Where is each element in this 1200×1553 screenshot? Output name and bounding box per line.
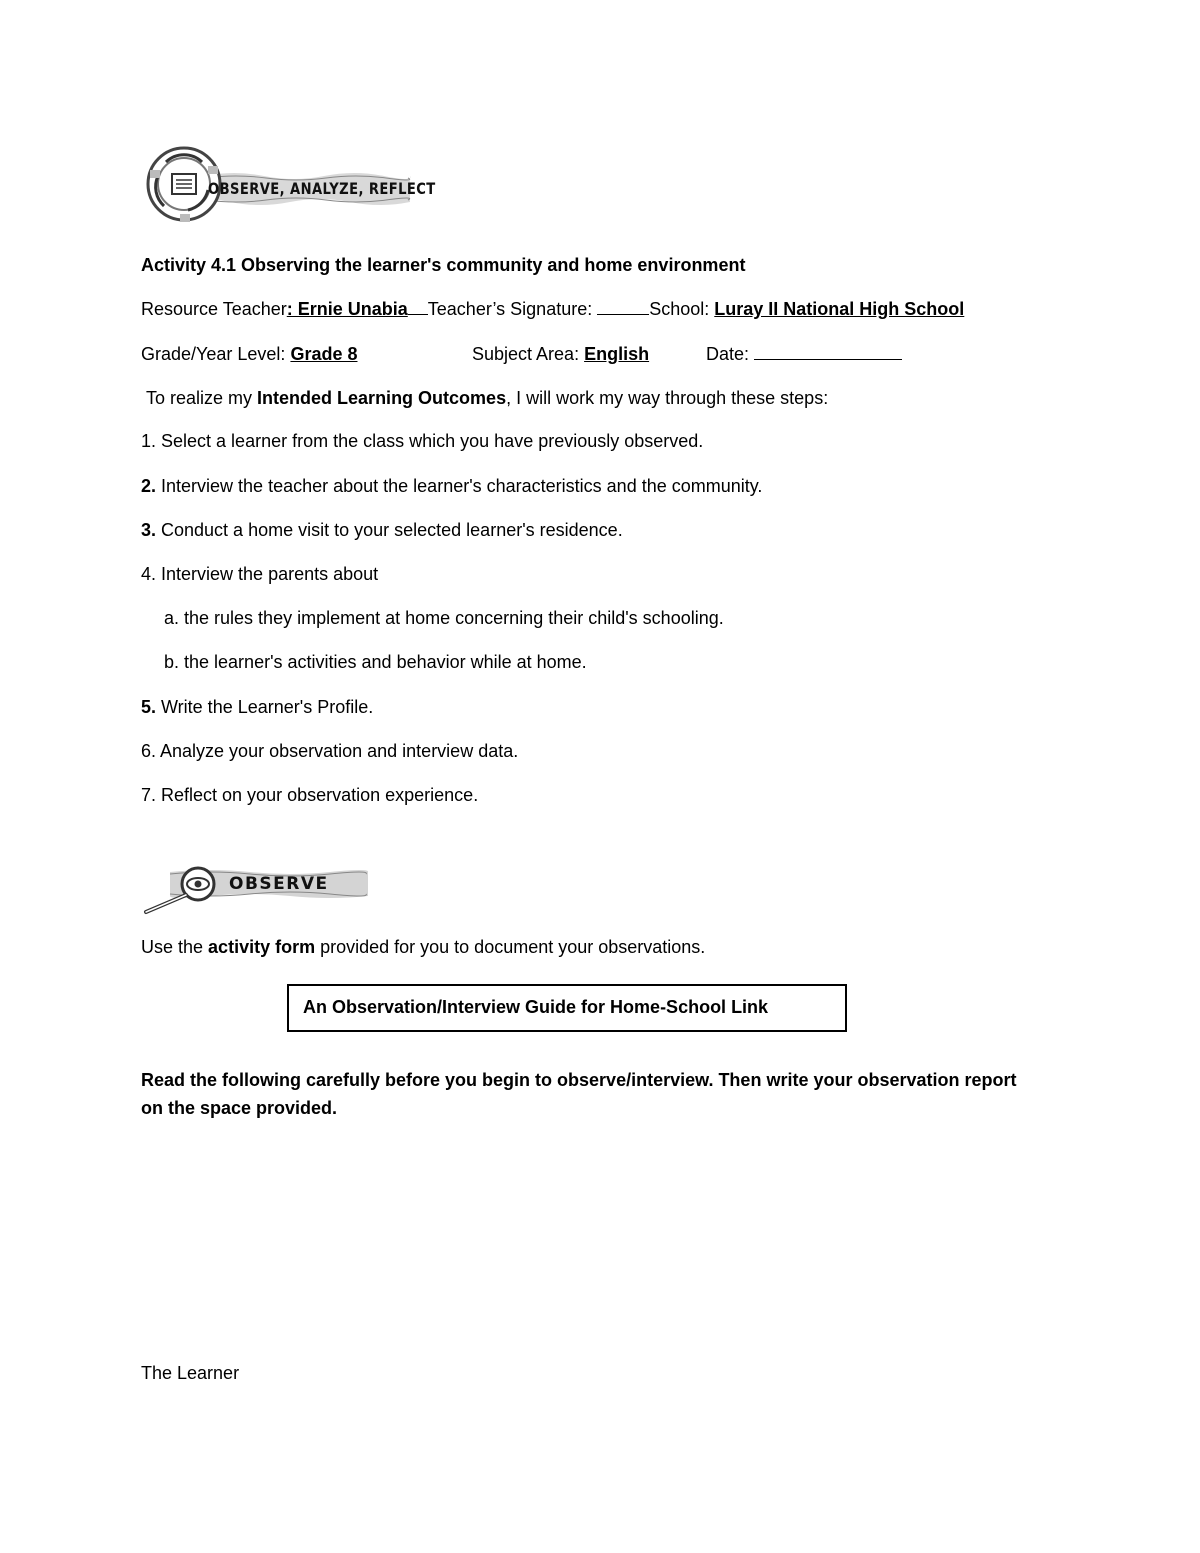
- read-instruction: Read the following carefully before you begin to observe/interview. Then write your observation report on the space provided.: [141, 1070, 1017, 1118]
- observe-banner-title: OBSERVE: [229, 874, 329, 894]
- list-item: [141, 740, 518, 762]
- step-text: Analyze your observation and interview data.: [156, 741, 519, 761]
- use-form-sentence: [141, 936, 705, 958]
- use-form-bold: activity form: [208, 937, 316, 957]
- info-row-grade-subject-date: [141, 343, 357, 365]
- use-form-prefix: Use the: [141, 937, 209, 957]
- step-number: a.: [164, 608, 180, 628]
- subject-value: English: [584, 344, 650, 364]
- step-text: Conduct a home visit to your selected learner's residence.: [156, 520, 623, 540]
- list-item: [141, 784, 478, 806]
- step-text: Reflect on your observation experience.: [156, 785, 479, 805]
- step-number: 1.: [141, 431, 157, 451]
- signature-blank[interactable]: [597, 299, 649, 315]
- intro-prefix: To realize my: [146, 388, 258, 408]
- learner-heading: The Learner: [141, 1363, 240, 1383]
- step-number: 5.: [141, 697, 157, 717]
- list-item: [164, 651, 587, 673]
- banner-title: OBSERVE, ANALYZE, REFLECT: [208, 179, 436, 198]
- list-item: [164, 607, 724, 629]
- subject-label: Subject Area:: [472, 344, 585, 364]
- intro-sentence: [146, 387, 828, 409]
- grade-value: Grade 8: [290, 344, 358, 364]
- intro-suffix: , I will work my way through these steps:: [506, 388, 829, 408]
- school-value: Luray II National High School: [714, 299, 965, 319]
- list-item: [141, 696, 373, 718]
- step-number: 4.: [141, 564, 157, 584]
- step-text: Write the Learner's Profile.: [156, 697, 374, 717]
- date-blank[interactable]: [754, 344, 902, 360]
- step-text: the rules they implement at home concerning their child's schooling.: [179, 608, 724, 628]
- grade-label: Grade/Year Level:: [141, 344, 291, 364]
- list-item: [141, 475, 762, 497]
- step-number: 3.: [141, 520, 157, 540]
- observe-analyze-reflect-banner: [144, 140, 436, 232]
- intro-bold: Intended Learning Outcomes: [257, 388, 507, 408]
- info-row-teacher-school: [141, 298, 964, 320]
- step-text: Interview the parents about: [156, 564, 379, 584]
- step-text: the learner's activities and behavior while at home.: [179, 652, 587, 672]
- guide-title: An Observation/Interview Guide for Home-School Link: [303, 997, 769, 1017]
- date-field: [706, 343, 902, 365]
- list-item: [141, 563, 378, 585]
- subject-area-field: [472, 343, 649, 365]
- resource-teacher-underline: [408, 299, 428, 315]
- school-label: School:: [649, 299, 715, 319]
- list-item: [141, 430, 703, 452]
- step-number: 6.: [141, 741, 157, 761]
- resource-teacher-label: Resource Teacher: [141, 299, 287, 319]
- guide-title-box: [287, 984, 847, 1032]
- observe-banner: [140, 866, 370, 916]
- step-text: Select a learner from the class which you have previously observed.: [156, 431, 704, 451]
- step-text: Interview the teacher about the learner's characteristics and the community.: [156, 476, 763, 496]
- step-number: 2.: [141, 476, 157, 496]
- resource-teacher-value: : Ernie Unabia: [286, 299, 408, 319]
- date-label: Date:: [706, 344, 755, 364]
- activity-title: Activity 4.1 Observing the learner's community and home environment: [141, 255, 746, 275]
- list-item: [141, 519, 623, 541]
- step-number: b.: [164, 652, 180, 672]
- step-number: 7.: [141, 785, 157, 805]
- use-form-suffix: provided for you to document your observations.: [315, 937, 706, 957]
- signature-label: Teacher’s Signature:: [427, 299, 598, 319]
